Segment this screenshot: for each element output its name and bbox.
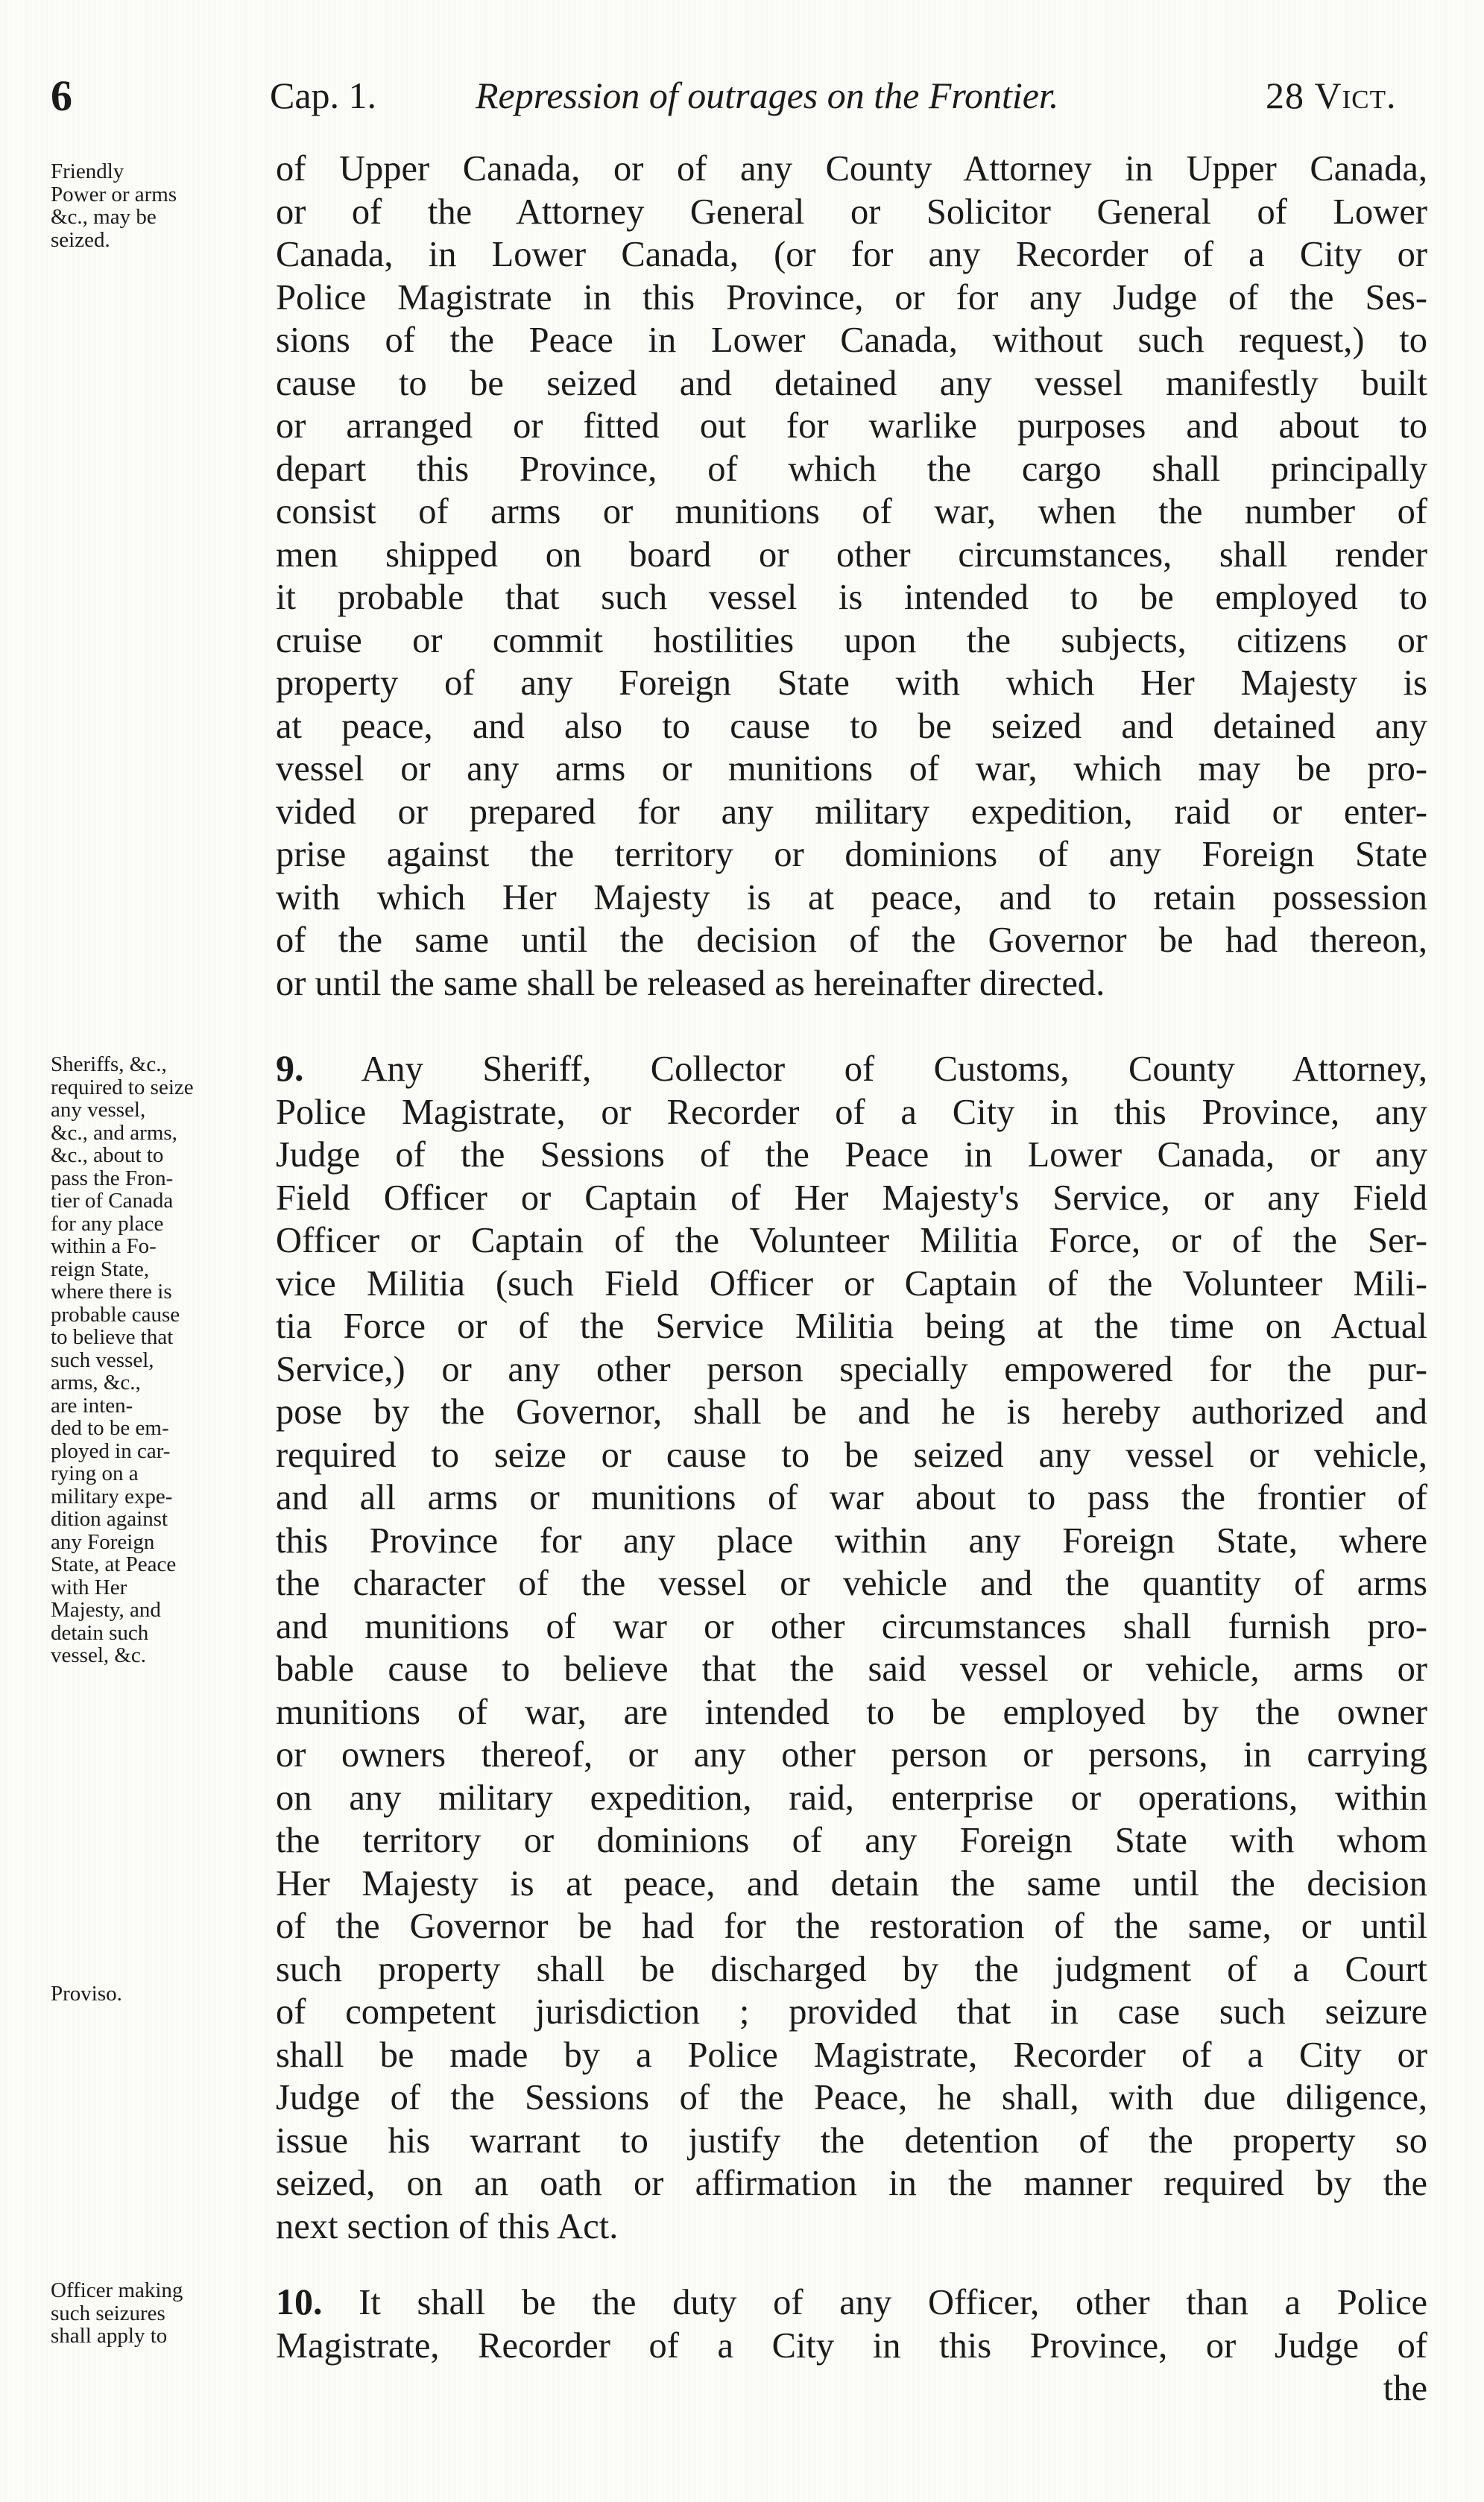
text-line: depart this Province, of which the cargo shall principally	[276, 449, 1427, 489]
section-10-number: 10.	[276, 2281, 323, 2322]
text-line: sions of the Peace in Lower Canada, without such request,) to	[276, 320, 1427, 360]
marginal-note-line: any vessel,	[51, 1098, 146, 1122]
marginal-note-line: where there is	[51, 1280, 172, 1304]
text-line: at peace, and also to cause to be seized and detained any	[276, 706, 1427, 746]
text-line: munitions of war, are intended to be employed by the owner	[276, 1692, 1427, 1732]
text-line: Judge of the Sessions of the Peace, he shall, with due diligence,	[276, 2078, 1427, 2117]
text-line: Her Majesty is at peace, and detain the same until the decision	[276, 1863, 1427, 1904]
catchword: the	[1383, 2369, 1427, 2408]
text-line: vice Militia (such Field Officer or Captain of the Volunteer Mili-	[276, 1263, 1427, 1304]
text-line: cruise or commit hostilities upon the subjects, citizens or	[276, 620, 1427, 660]
marginal-note-line: reign State,	[51, 1257, 150, 1281]
marginal-note-line: State, at Peace	[51, 1552, 177, 1576]
marginal-note-line: ded to be em-	[51, 1416, 169, 1440]
marginal-note-line: seized.	[51, 227, 110, 252]
marginal-note-line: vessel, &c.	[51, 1643, 147, 1667]
marginal-note-sheriffs	[51, 1053, 263, 1667]
section-10	[276, 2281, 1427, 2410]
regnal-year	[1266, 74, 1397, 117]
marginal-note-line: probable cause	[51, 1302, 180, 1327]
text-line: the territory or dominions of any Foreign State with whom	[276, 1821, 1427, 1860]
marginal-note-line: &c., may be	[51, 205, 157, 229]
text-line: vessel or any arms or munitions of war, which may be pro-	[276, 749, 1427, 789]
chapter-label: Cap. 1.	[270, 75, 377, 116]
text-line: issue his warrant to justify the detention of the property so	[276, 2120, 1427, 2161]
marginal-note-line: pass the Fron-	[51, 1166, 174, 1190]
running-title: Repression of outrages on the Frontier.	[476, 75, 1059, 116]
marginal-note-line: any Foreign	[51, 1529, 155, 1554]
marginal-note-line: Power or arms	[51, 182, 177, 206]
marginal-note-line: rying on a	[51, 1462, 139, 1485]
text-line: Police Magistrate, or Recorder of a City in this Province, any	[276, 1092, 1427, 1132]
marginal-note-line: ployed in car-	[51, 1438, 171, 1463]
text-line: the character of the vessel or vehicle and the quantity of arms	[276, 1564, 1427, 1603]
marginal-note-line: such vessel,	[51, 1348, 154, 1372]
marginal-note-line: Officer making	[51, 2278, 183, 2302]
regnal-year-number: 28	[1266, 75, 1304, 116]
marginal-note-line: detain such	[51, 1620, 149, 1645]
section-9-first-line	[276, 1047, 1427, 1091]
section-10-first-line	[276, 2281, 1427, 2325]
text-line: or arranged or fitted out for warlike purposes and about to	[276, 406, 1427, 446]
marginal-note-line: arms, &c.,	[51, 1371, 141, 1394]
paragraph-continued	[276, 148, 1427, 1005]
marginal-note-proviso	[51, 1983, 263, 2006]
marginal-note-line: &c., about to	[51, 1143, 164, 1167]
text-line: of the Governor be had for the restoration of the same, or until	[276, 1906, 1427, 1946]
marginal-note-line: such seizures	[51, 2301, 165, 2325]
text-line: prise against the territory or dominions of any Foreign State	[276, 835, 1427, 874]
text-line: Magistrate, Recorder of a City in this Province, or Judge of	[276, 2325, 1427, 2366]
marginal-note-line: Friendly	[51, 159, 124, 183]
marginal-note-line: dition against	[51, 1507, 168, 1531]
text-line: and munitions of war or other circumstances shall furnish pro-	[276, 1606, 1427, 1646]
text-line: required to seize or cause to be seized any vessel or vehicle,	[276, 1435, 1427, 1475]
text-line: or until the same shall be released as hereinafter directed.	[276, 963, 1105, 1003]
marginal-note-line: Sheriffs, &c.,	[51, 1052, 167, 1076]
text-line: Officer or Captain of the Volunteer Militia Force, or of the Ser-	[276, 1221, 1427, 1260]
marginal-note-line: with Her	[51, 1575, 127, 1599]
text-line: this Province for any place within any Foreign State, where	[276, 1520, 1427, 1561]
marginal-note-line: within a Fo-	[51, 1234, 157, 1258]
marginal-note-line: military expe-	[51, 1484, 173, 1509]
text-line: bable cause to believe that the said vessel or vehicle, arms or	[276, 1649, 1427, 1689]
text-line: or of the Attorney General or Solicitor General of Lower	[276, 192, 1427, 232]
text-line: or owners thereof, or any other person or persons, in carrying	[276, 1735, 1427, 1775]
text-line: seized, on an oath or affirmation in the manner required by the	[276, 2164, 1427, 2203]
marginal-note-line: Majesty, and	[51, 1598, 161, 1622]
text-line: cause to be seized and detained any vessel manifestly built	[276, 363, 1427, 403]
section-9-number: 9.	[276, 1047, 304, 1089]
text-line: of the same until the decision of the Governor be had thereon,	[276, 920, 1427, 960]
section-9-first-text: Any Sheriff, Collector of Customs, County Attorney,	[361, 1049, 1427, 1089]
text-line: Police Magistrate in this Province, or for any Judge of the Ses-	[276, 277, 1427, 318]
marginal-note-line: tier of Canada	[51, 1189, 174, 1213]
marginal-note-line: &c., and arms,	[51, 1120, 177, 1145]
text-line: next section of this Act.	[276, 2206, 619, 2246]
text-line: Canada, in Lower Canada, (or for any Recorder of a City or	[276, 235, 1427, 274]
text-line: Judge of the Sessions of the Peace in Lower Canada, or any	[276, 1135, 1427, 1175]
marginal-note-line: shall apply to	[51, 2324, 168, 2348]
text-line: Field Officer or Captain of Her Majesty's Service, or any Field	[276, 1178, 1427, 1218]
text-line: and all arms or munitions of war about to pass the frontier of	[276, 1478, 1427, 1517]
marginal-note-line: are inten-	[51, 1393, 133, 1418]
text-line: vided or prepared for any military expedition, raid or enter-	[276, 792, 1427, 832]
section-10-first-text: It shall be the duty of any Officer, other than a Police	[359, 2283, 1427, 2322]
marginal-note-line: to believe that	[51, 1325, 174, 1349]
marginal-note-friendly-power	[51, 160, 263, 251]
text-line: it probable that such vessel is intended to be employed to	[276, 578, 1427, 617]
text-line: with which Her Majesty is at peace, and to retain possession	[276, 877, 1427, 917]
text-line: Service,) or any other person specially empowered for the pur-	[276, 1349, 1427, 1389]
text-line: shall be made by a Police Magistrate, Recorder of a City or	[276, 2035, 1427, 2075]
page-number: 6	[51, 72, 72, 120]
marginal-note-line: Proviso.	[51, 1982, 122, 2006]
text-line: consist of arms or munitions of war, when the number of	[276, 492, 1427, 531]
marginal-note-officer-making	[51, 2279, 263, 2348]
section-9	[276, 1047, 1427, 2248]
marginal-note-line: required to seize	[51, 1075, 194, 1099]
marginal-note-line: for any place	[51, 1211, 164, 1236]
text-line: tia Force or of the Service Militia being at the time on Actual	[276, 1307, 1427, 1346]
text-line: such property shall be discharged by the judgment of a Court	[276, 1949, 1427, 1989]
text-line: men shipped on board or other circumstances, shall render	[276, 534, 1427, 575]
text-line: on any military expedition, raid, enterprise or operations, within	[276, 1778, 1427, 1818]
text-line: of Upper Canada, or of any County Attorney in Upper Canada,	[276, 149, 1427, 189]
text-line: pose by the Governor, shall be and he is hereby authorized and	[276, 1392, 1427, 1432]
regnal-year-label: Vict.	[1314, 75, 1397, 116]
running-header	[0, 71, 1484, 123]
text-line: property of any Foreign State with which Her Majesty is	[276, 663, 1427, 703]
text-line: of competent jurisdiction ; provided that in case such seizure	[276, 1992, 1427, 2032]
